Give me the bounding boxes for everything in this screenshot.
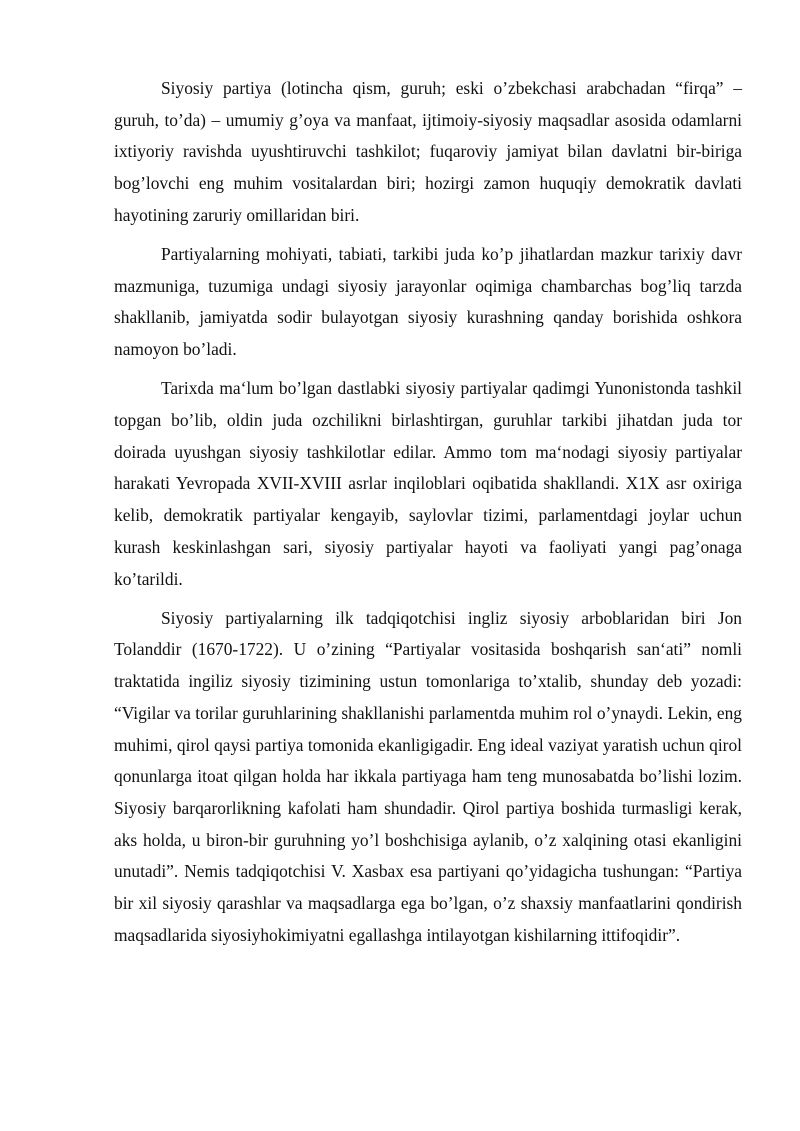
paragraph-2: Partiyalarning mohiyati, tabiati, tarkibi juda ko’p jihatlardan mazkur tarixiy davr mazmuniga, tuzumiga undagi siyosiy jarayonlar oqimiga chambarchas bog’liq tarzda shakllanib, jamiyatda sodir bulayotgan siyosiy kurashning qanday borishida oshkora namoyon bo’ladi. — [114, 244, 742, 360]
paragraph-3: Tarixda ma‘lum bo’lgan dastlabki siyosiy partiyalar qadimgi Yunonistonda tashkil topgan bo’lib, oldin juda ozchilikni birlashtirgan, guruhlar tarkibi jihatdan juda tor doirada uyushgan siyosiy tashkilotlar edilar. Ammo tom ma‘nodagi siyosiy partiyalar harakati Yevropada XVII-XVIII asrlar inqiloblari oqibatida shakllandi. X1X asr oxiriga kelib, demokratik partiyalar kengayib, saylovlar tizimi, parlamentdagi joylar uchun kurash keskinlashgan sari, siyosiy partiyalar hayoti va faoliyati yangi pag’onaga ko’tarildi. — [114, 378, 742, 589]
paragraph-1: Siyosiy partiya (lotincha qism, guruh; eski o’zbekchasi arabchadan “firqa” – guruh, to’da) – umumiy g’oya va manfaat, ijtimoiy-siyosiy maqsadlar asosida odamlarni ixtiyoriy ravishda uyushtiruvchi tashkilot; fuqaroviy jamiyat bilan davlatni bir-biriga bog’lovchi eng muhim vositalardan biri; hozirgi zamon huquqiy demokratik davlati hayotining zaruriy omillaridan biri. — [114, 78, 742, 225]
document-page — [114, 73, 742, 959]
paragraph-4: Siyosiy partiyalarning ilk tadqiqotchisi ingliz siyosiy arboblaridan biri Jon Tolanddir (1670-1722). U o’zining “Partiyalar vositasida boshqarish san‘ati” nomli traktatida ingiliz siyosiy tizimining ustun tomonlariga to’xtalib, shunday deb yozadi: “Vigilar va torilar guruhlarining shakllanishi parlamentda muhim rol o’ynaydi. Lekin, eng muhimi, qirol qaysi partiya tomonida ekanligigadir. Eng ideal vaziyat yaratish uchun qirol qonunlarga itoat qilgan holda har ikkala partiyaga ham teng munosabatda bo’lishi lozim. Siyosiy barqarorlikning kafolati ham shundadir. Qirol partiya boshida turmasligi kerak, aks holda, u biron-bir guruhning yo’l boshchisiga aylanib, o’z xalqining otasi ekanligini unutadi”. Nemis tadqiqotchisi V. Xasbax esa partiyani qo’yidagicha tushungan: “Partiya bir xil siyosiy qarashlar va maqsadlarga ega bo’lgan, o’z shaxsiy manfaatlarini qondirish maqsadlarida siyosiyhokimiyatni egallashga intilayotgan kishilarning ittifoqidir”. — [114, 607, 742, 945]
